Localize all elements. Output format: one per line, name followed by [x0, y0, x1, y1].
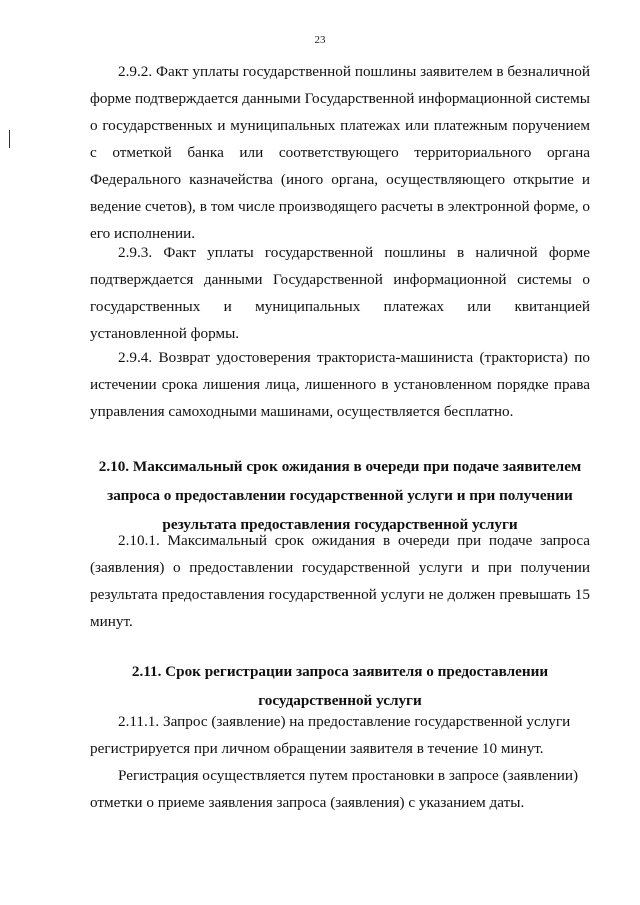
page-number: 23 — [314, 34, 326, 46]
scan-edge-mark — [9, 130, 10, 148]
paragraph-2-9-4: 2.9.4. Возврат удостоверения тракториста-машиниста (тракториста) по истечении срока лишения лица, лишенного в установленном порядке права управления самоходными машинами, осуществляется бесплатно. — [90, 349, 590, 420]
paragraph-registration: Регистрация осуществляется путем простановки в запросе (заявлении) отметки о приеме заявления запроса (заявления) с указанием даты. — [90, 767, 579, 811]
section-heading-2-10: 2.10. Максимальный срок ожидания в очереди при подаче заявителем запроса о предоставлении государственной услуги и при получении результата предоставления государственной услуги — [98, 458, 582, 533]
section-heading-2-11: 2.11. Срок регистрации запроса заявителя о предоставлении государственной услуги — [131, 663, 549, 709]
paragraph-2-9-2: 2.9.2. Факт уплаты государственной пошлины заявителем в безналичной форме подтверждается данными Государственной информационной системы о государственных и муниципальных платежах или платежным поручением с отметкой банка или соответствующего территориального органа Федерального казначейства (иного органа, осуществляющего открытие и ведение счетов), в том числе производящего расчеты в электронной форме, о его исполнении. — [90, 63, 590, 242]
paragraph-2-11-1: 2.11.1. Запрос (заявление) на предоставление государственной услуги регистрируется при личном обращении заявителя в течение 10 минут. — [90, 713, 571, 757]
paragraph-2-10-1: 2.10.1. Максимальный срок ожидания в очереди при подаче запроса (заявления) о предоставлении государственной услуги и при получении результата предоставления государственной услуги не должен превышать 15 минут. — [90, 532, 590, 630]
paragraph-2-9-3: 2.9.3. Факт уплаты государственной пошлины в наличной форме подтверждается данными Государственной информационной системы о государственных и муниципальных платежах или квитанцией установленной формы. — [90, 244, 590, 342]
